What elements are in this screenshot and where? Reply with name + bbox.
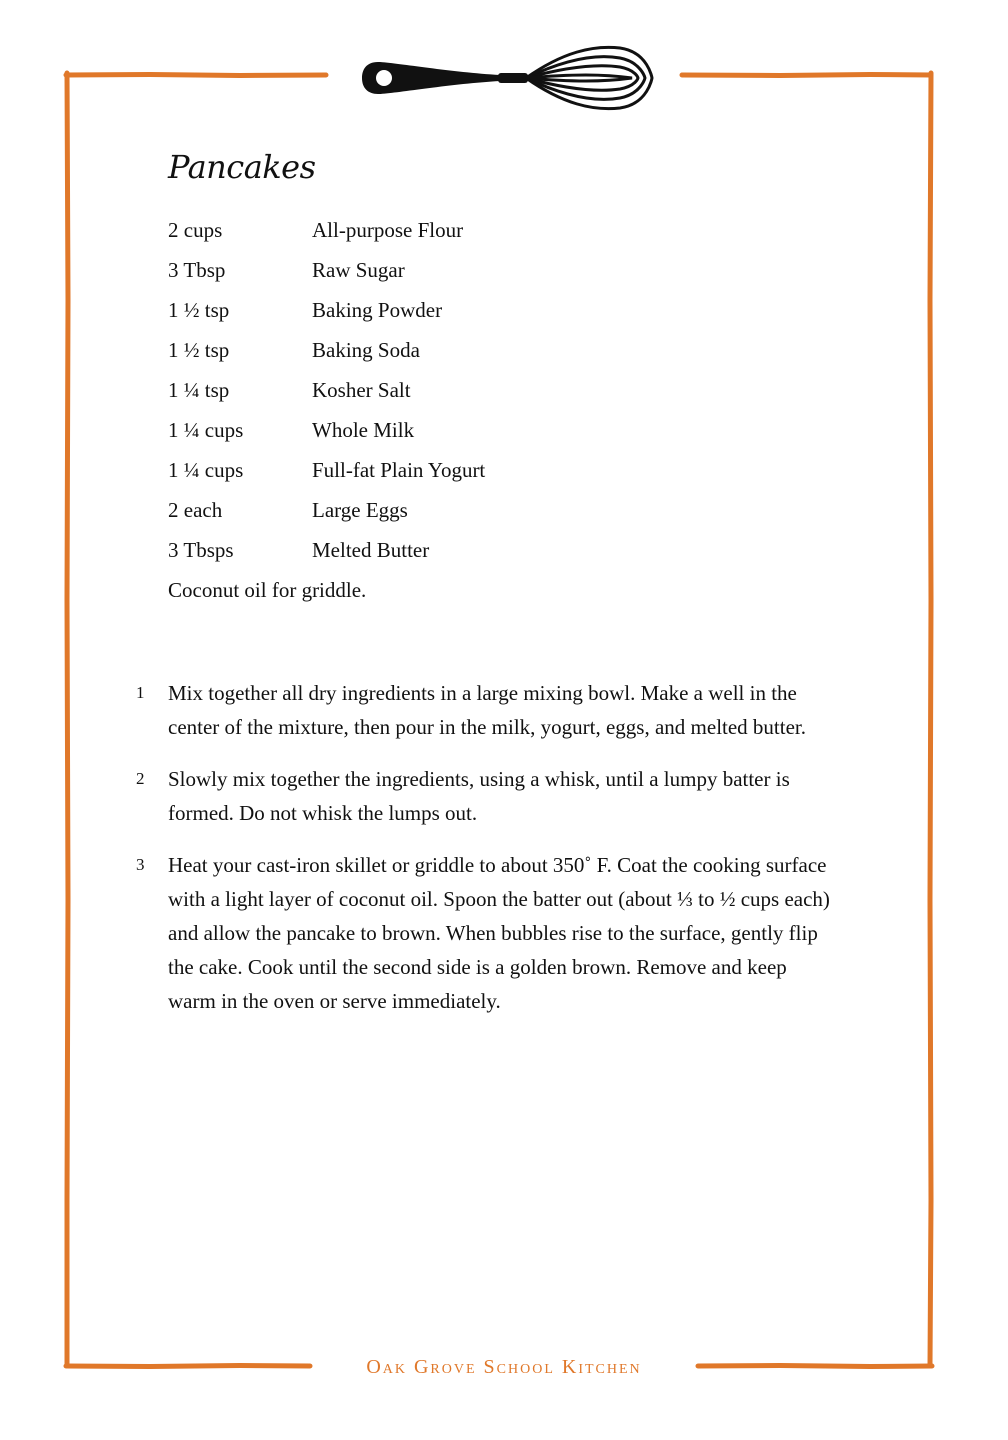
instruction-steps (136, 676, 836, 1036)
ingredient-name: Whole Milk (312, 418, 415, 442)
ingredient-row (168, 252, 485, 292)
ingredient-name: Baking Powder (312, 298, 443, 322)
step-number: 2 (136, 769, 145, 788)
step-text: Slowly mix together the ingredients, using a whisk, until a lumpy batter is formed. Do not whisk the lumps out. (168, 767, 790, 825)
ingredient-name: Large Eggs (312, 498, 408, 522)
ingredient-quantity: 1 ½ tsp (168, 298, 230, 322)
ingredient-quantity: 3 Tbsp (168, 258, 226, 282)
ingredient-quantity: 1 ¼ cups (168, 458, 244, 482)
ingredient-list (168, 212, 485, 612)
ingredient-note: Coconut oil for griddle. (168, 578, 367, 602)
ingredient-row (168, 532, 485, 572)
ingredient-quantity: 2 each (168, 498, 223, 522)
ingredient-row (168, 292, 485, 332)
ingredient-row (168, 492, 485, 532)
ingredient-name: All-purpose Flour (312, 218, 464, 242)
ingredient-row (168, 332, 485, 372)
step-text: Heat your cast-iron skillet or griddle to about 350˚ F. Coat the cooking surface with a light layer of coconut oil. Spoon the batter out (about ⅓ to ½ cups each) and allow the pancake to brown. When bubbles rise to the surface, gently flip the cake. Cook until the second side is a golden brown. Remove and keep warm in the oven or serve immediately. (168, 853, 830, 1013)
ingredient-name: Baking Soda (312, 338, 420, 362)
instruction-step (136, 676, 836, 744)
ingredient-row (168, 372, 485, 412)
step-text: Mix together all dry ingredients in a large mixing bowl. Make a well in the center of the mixture, then pour in the milk, yogurt, eggs, and melted butter. (168, 681, 807, 739)
recipe-title: Pancakes (168, 148, 316, 186)
ingredient-name: Kosher Salt (312, 378, 411, 402)
step-number: 1 (136, 683, 145, 702)
ingredient-row (168, 412, 485, 452)
ingredient-quantity: 1 ¼ tsp (168, 378, 230, 402)
ingredient-quantity: 2 cups (168, 218, 223, 242)
ingredient-name: Melted Butter (312, 538, 430, 562)
ingredient-row (168, 452, 485, 492)
ingredient-row (168, 212, 485, 252)
step-number: 3 (136, 855, 145, 874)
ingredient-quantity: 1 ¼ cups (168, 418, 244, 442)
footer-kitchen-name: Oak Grove School Kitchen (366, 1356, 642, 1378)
whisk-icon (358, 40, 658, 118)
ingredient-name: Raw Sugar (312, 258, 405, 282)
instruction-step (136, 848, 836, 1018)
instruction-step (136, 762, 836, 830)
ingredient-quantity: 1 ½ tsp (168, 338, 230, 362)
ingredient-name: Full-fat Plain Yogurt (312, 458, 486, 482)
ingredient-quantity: 3 Tbsps (168, 538, 234, 562)
